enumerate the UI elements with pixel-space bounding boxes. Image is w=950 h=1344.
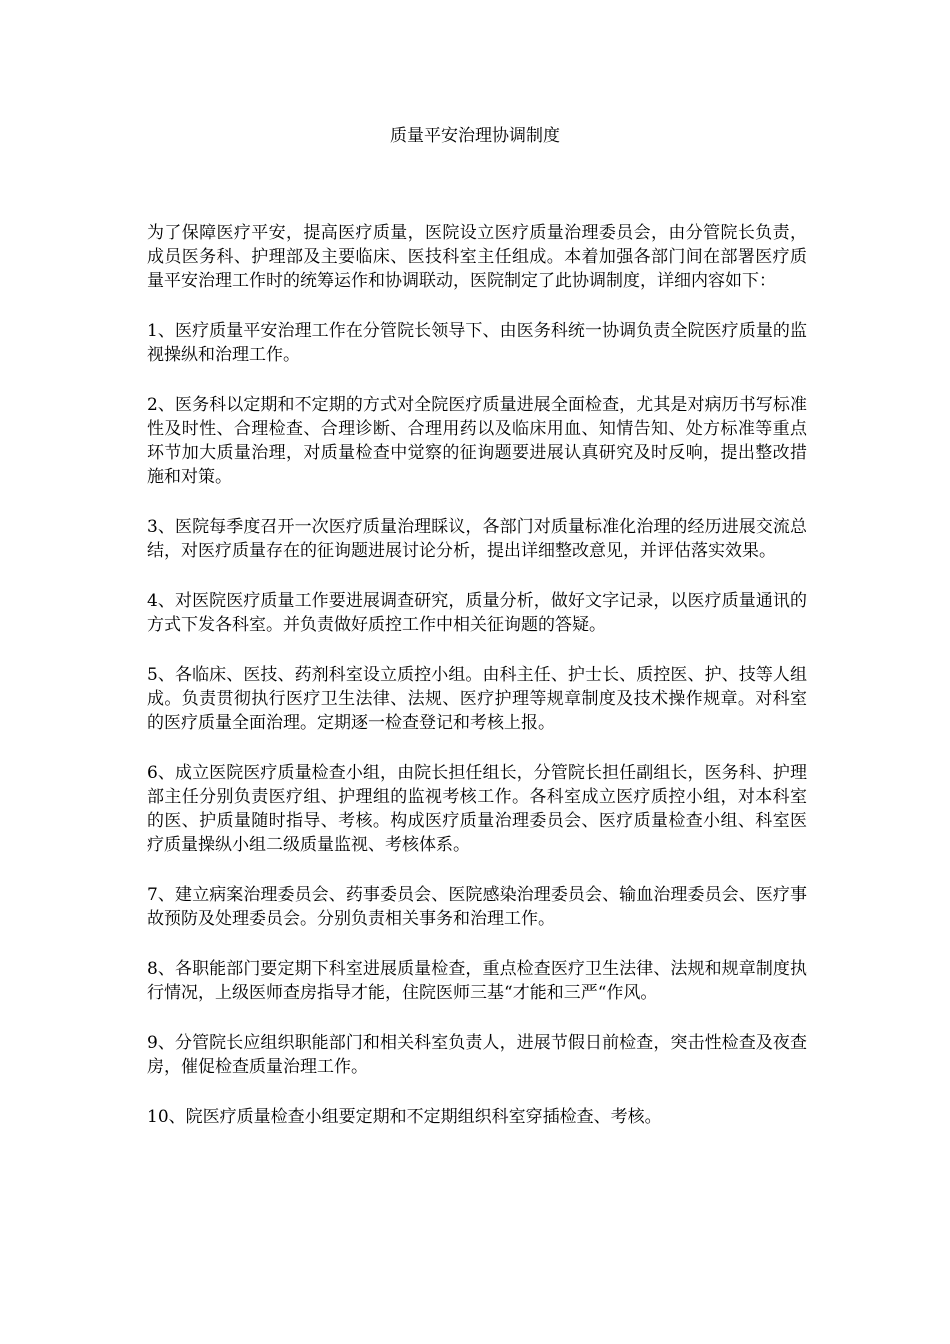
clause-8: 8、各职能部门要定期下科室进展质量检查，重点检查医疗卫生法律、法规和规章制度执行情况，上级医师查房指导才能，住院医师三基“才能和三严“作风。 bbox=[147, 959, 807, 1003]
intro-paragraph: 为了保障医疗平安，提高医疗质量，医院设立医疗质量治理委员会，由分管院长负责，成员医务科、护理部及主要临床、医技科室主任组成。本着加强各部门间在部署医疗质量平安治理工作时的统筹运作和协调联动，医院制定了此协调制度，详细内容如下： bbox=[147, 223, 807, 291]
document-body bbox=[147, 221, 807, 1155]
clause-6: 6、成立医院医疗质量检查小组，由院长担任组长，分管院长担任副组长，医务科、护理部主任分别负责医疗组、护理组的监视考核工作。各科室成立医疗质控小组，对本科室的医、护质量随时指导、考核。构成医疗质量治理委员会、医疗质量检查小组、科室医疗质量操纵小组二级质量监视、考核体系。 bbox=[147, 763, 807, 855]
clause-10: 10、院医疗质量检查小组要定期和不定期组织科室穿插检查、考核。 bbox=[147, 1107, 662, 1127]
clause-1: 1、医疗质量平安治理工作在分管院长领导下、由医务科统一协调负责全院医疗质量的监视操纵和治理工作。 bbox=[147, 321, 807, 365]
clause-3: 3、医院每季度召开一次医疗质量治理睬议，各部门对质量标准化治理的经历进展交流总结，对医疗质量存在的征询题进展讨论分析，提出详细整改意见，并评估落实效果。 bbox=[147, 517, 807, 561]
document-title: 质量平安治理协调制度 bbox=[390, 126, 560, 146]
clause-2: 2、医务科以定期和不定期的方式对全院医疗质量进展全面检查，尤其是对病历书写标准性及时性、合理检查、合理诊断、合理用药以及临床用血、知情告知、处方标准等重点环节加大质量治理，对质量检查中觉察的征询题要进展认真研究及时反响，提出整改措施和对策。 bbox=[147, 395, 807, 487]
clause-4: 4、对医院医疗质量工作要进展调查研究，质量分析，做好文字记录，以医疗质量通讯的方式下发各科室。并负责做好质控工作中相关征询题的答疑。 bbox=[147, 591, 807, 635]
clause-7: 7、建立病案治理委员会、药事委员会、医院感染治理委员会、输血治理委员会、医疗事故预防及处理委员会。分别负责相关事务和治理工作。 bbox=[147, 885, 807, 929]
clause-5: 5、各临床、医技、药剂科室设立质控小组。由科主任、护士长、质控医、护、技等人组成。负责贯彻执行医疗卫生法律、法规、医疗护理等规章制度及技术操作规章。对科室的医疗质量全面治理。定期逐一检查登记和考核上报。 bbox=[147, 665, 807, 733]
clause-9: 9、分管院长应组织职能部门和相关科室负责人，进展节假日前检查，突击性检查及夜查房，催促检查质量治理工作。 bbox=[147, 1033, 807, 1077]
